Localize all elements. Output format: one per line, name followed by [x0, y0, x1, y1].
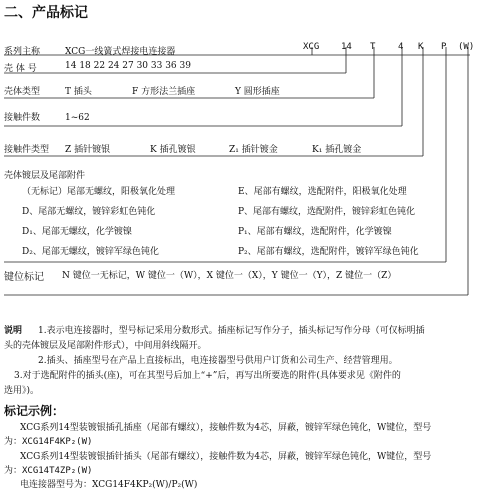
plating-left-3: D₂、尾部无螺纹，镀锌军绿色钝化: [22, 247, 159, 257]
shell-type-f: F 方形法兰插座: [132, 87, 196, 97]
note-2: 2.插头、插座型号在产品上直接标出，电连接器型号供用户订货和公司生产、经营管理用。: [38, 356, 398, 366]
code-part-key: (W): [458, 42, 475, 52]
code-part-contacts: 4: [398, 42, 404, 52]
code-part-plating: P: [441, 42, 447, 52]
examples-title: 标记示例：: [4, 404, 65, 418]
note-3a: 3.对于选配附件的插头(座)，可在其型号后加上“+”后，再写出所要选的附件(具体要求见《附件的: [14, 371, 401, 381]
series-label: 系列主称: [4, 47, 41, 57]
shell-label: 壳 体 号: [4, 64, 37, 74]
plating-left-2: D₁、尾部无螺纹，化学镀镍: [22, 227, 132, 237]
note-3b: 选用》)。: [4, 386, 40, 396]
plating-label: 壳体镀层及尾部附件: [4, 171, 86, 181]
note-1b: 头的壳体镀层及尾部附件形式），中间用斜线隔开。: [4, 341, 207, 351]
contact-type-label: 接触件类型: [4, 145, 50, 155]
example-2b: 为：XCG14T4ZP₂(W): [4, 466, 93, 476]
shell-value: 14 18 22 24 27 30 33 36 39: [65, 61, 191, 71]
plating-left-1: D、尾部无螺纹，镀锌彩虹色钝化: [22, 207, 156, 217]
shell-type-label: 壳体类型: [4, 87, 41, 97]
code-part-shell: 14: [341, 42, 352, 52]
contact-type-k: K 插孔镀银: [150, 145, 196, 155]
contact-type-z1: Z₁ 插针镀金: [229, 145, 278, 155]
example-3: 电连接器型号为：XCG14F4KP₂(W)/P₂(W): [20, 480, 198, 490]
plating-right-0: E、尾部有螺纹，选配附件，阳极氧化处理: [238, 187, 407, 197]
example-2a: XCG系列14型装镀银插针插头（尾部有螺纹），接触件数为4芯，屏蔽，镀锌军绿色钝化，W键位，型号: [20, 452, 432, 462]
example-1a: XCG系列14型装镀银插孔插座（尾部有螺纹），接触件数为4芯，屏蔽，镀锌军绿色钝化，W键位，型号: [20, 423, 432, 433]
contact-type-z: Z 插针镀银: [65, 145, 111, 155]
code-part-contact-type: K: [418, 42, 424, 52]
notes-label: 说明: [4, 326, 23, 336]
code-part-series: XCG: [303, 42, 320, 52]
example-1b: 为：XCG14F4KP₂(W): [4, 437, 93, 447]
plating-right-3: P₂、尾部有螺纹，选配附件，镀锌军绿色钝化: [238, 247, 419, 257]
code-part-shell-type: T: [370, 42, 376, 52]
shell-type-t: T 插头: [65, 87, 92, 97]
section-title: 二、产品标记: [4, 5, 88, 21]
plating-left-0: （无标记）尾部无螺纹，阳极氧化处理: [22, 187, 176, 197]
shell-type-y: Y 圆形插座: [235, 87, 280, 97]
key-value: N 键位一无标记，W 键位一（W），X 键位一（X），Y 键位一（Y），Z 键位一（Z）: [62, 271, 397, 281]
note-1a: 1.表示电连接器时，型号标记采用分数形式。插座标记写作分子，插头标记写作分母（可仅标明插: [38, 326, 425, 336]
contacts-label: 接触件数: [4, 113, 41, 123]
contact-type-k1: K₁ 插孔镀金: [312, 145, 362, 155]
plating-right-1: P、尾部有螺纹，选配附件，镀锌彩虹色钝化: [238, 207, 416, 217]
contacts-value: 1~62: [65, 113, 90, 123]
series-value: XCG一线簧式焊接电连接器: [65, 47, 176, 57]
key-label: 键位标记: [4, 272, 44, 283]
plating-right-2: P₁、尾部有螺纹，选配附件，化学镀镍: [238, 227, 392, 237]
